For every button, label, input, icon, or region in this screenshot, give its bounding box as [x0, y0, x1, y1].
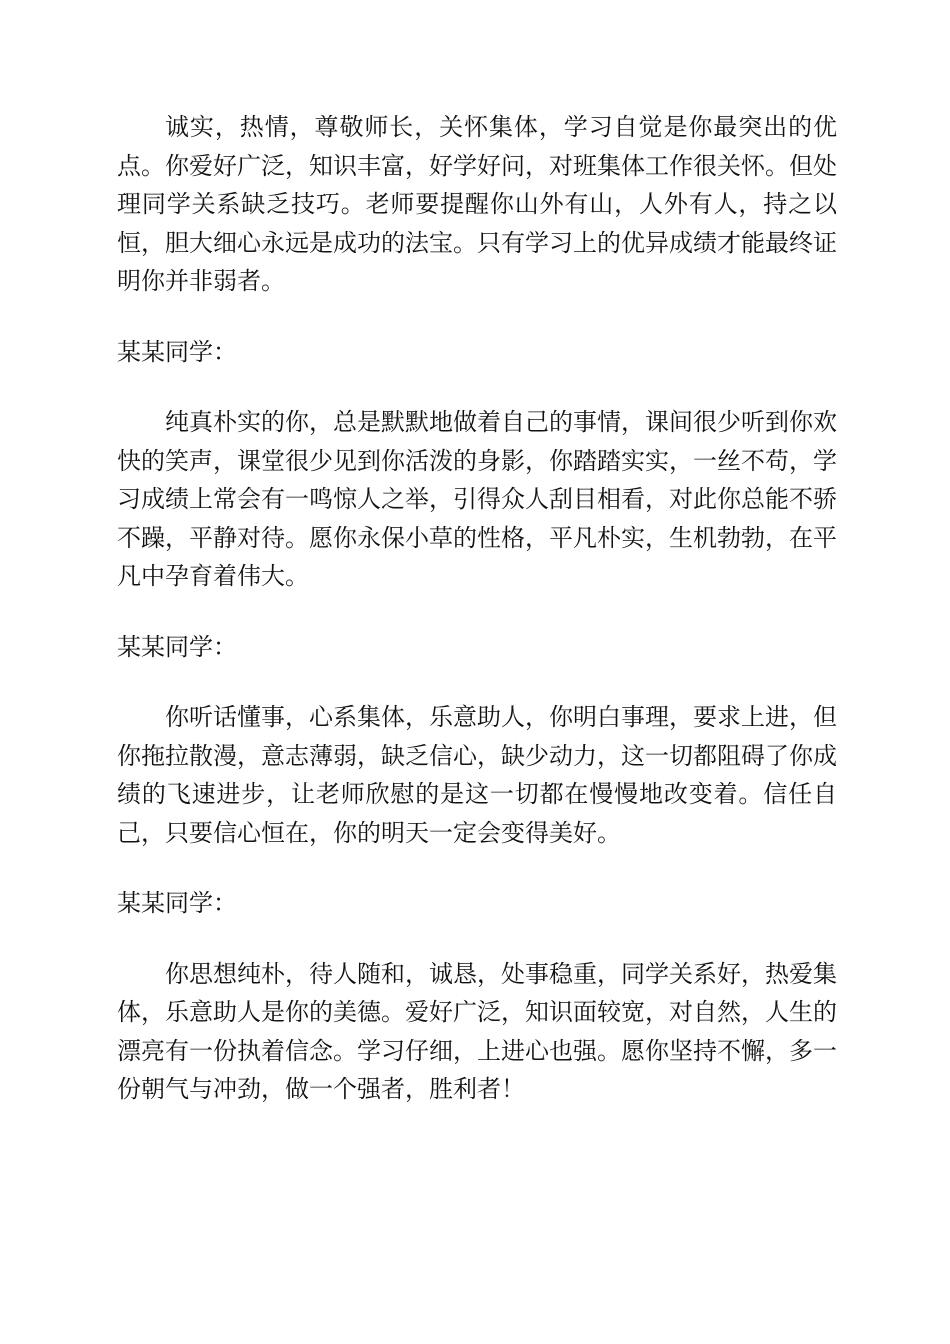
- comment-paragraph-3: 你听话懂事，心系集体，乐意助人，你明白事理，要求上进，但你拖拉散漫，意志薄弱，缺乏信心，缺少动力，这一切都阻碍了你成绩的飞速进步，让老师欣慰的是这一切都在慢慢地改变着。信任自己，只要信心恒在，你的明天一定会变得美好。: [117, 703, 837, 847]
- comment-paragraph-4: 你思想纯朴，待人随和，诚恳，处事稳重，同学关系好，热爱集体，乐意助人是你的美德。爱好广泛，知识面较宽，对自然，人生的漂亮有一份执着信念。学习仔细，上进心也强。愿你坚持不懈，多一份朝气与冲劲，做一个强者，胜利者！: [117, 959, 837, 1103]
- comment-paragraph-1: 诚实，热情，尊敬师长，关怀集体，学习自觉是你最突出的优点。你爱好广泛，知识丰富，好学好问，对班集体工作很关怀。但处理同学关系缺乏技巧。老师要提醒你山外有山，人外有人，持之以恒，胆大细心永远是成功的法宝。只有学习上的优异成绩才能最终证明你并非弱者。: [117, 113, 837, 295]
- salutation-3: 某某同学：: [117, 632, 237, 661]
- salutation-4: 某某同学：: [117, 889, 237, 917]
- comment-paragraph-2: 纯真朴实的你，总是默默地做着自己的事情，课间很少听到你欢快的笑声，课堂很少见到你活泼的身影，你踏踏实实，一丝不苟，学习成绩上常会有一鸣惊人之举，引得众人刮目相看，对此你总能不骄不躁，平静对待。愿你永保小草的性格，平凡朴实，生机勃勃，在平凡中孕育着伟大。: [117, 408, 837, 590]
- document-body: [117, 108, 837, 1109]
- salutation-2: 某某同学：: [117, 337, 237, 366]
